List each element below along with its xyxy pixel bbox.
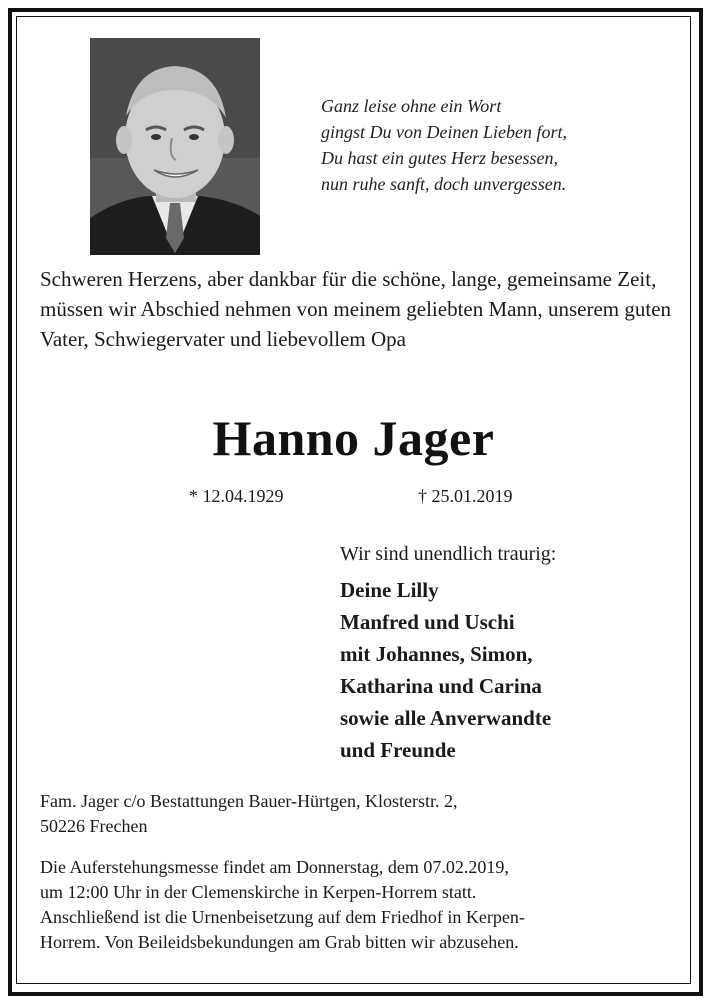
birth-date: * 12.04.1929 xyxy=(189,486,284,506)
contact-address xyxy=(40,789,458,839)
memorial-poem xyxy=(321,93,567,197)
service-line: Anschließend ist die Urnenbeisetzung auf dem Friedhof in Kerpen- xyxy=(40,907,525,927)
poem-line: Ganz leise ohne ein Wort xyxy=(321,96,502,116)
service-line: Horrem. Von Beileidsbekundungen am Grab bitten wir abzusehen. xyxy=(40,932,519,952)
service-line: um 12:00 Uhr in der Clemenskirche in Kerpen-Horrem statt. xyxy=(40,882,477,902)
service-info xyxy=(40,855,525,955)
mourner-line: sowie alle Anverwandte xyxy=(340,706,552,730)
address-line: 50226 Frechen xyxy=(40,816,148,836)
mourner-line: Katharina und Carina xyxy=(340,674,542,698)
mourner-line: und Freunde xyxy=(340,738,456,762)
death-date: † 25.01.2019 xyxy=(418,486,513,506)
mourners-intro: Wir sind unendlich traurig: xyxy=(340,543,557,565)
service-line: Die Auferstehungsmesse findet am Donnerstag, dem 07.02.2019, xyxy=(40,857,509,877)
intro-paragraph: Schweren Herzens, aber dankbar für die schöne, lange, gemeinsame Zeit, müssen wir Abschied nehmen von meinem geliebten Mann, unserem guten Vater, Schwiegervater und liebevollem Opa xyxy=(40,267,672,351)
portrait-photo xyxy=(90,38,260,255)
poem-line: gingst Du von Deinen Lieben fort, xyxy=(321,122,567,142)
mourner-line: mit Johannes, Simon, xyxy=(340,642,533,666)
poem-line: nun ruhe sanft, doch unvergessen. xyxy=(321,174,567,194)
deceased-name: Hanno Jager xyxy=(212,410,495,466)
poem-line: Du hast ein gutes Herz besessen, xyxy=(321,148,558,168)
mourner-line: Deine Lilly xyxy=(340,578,439,602)
address-line: Fam. Jager c/o Bestattungen Bauer-Hürtgen, Klosterstr. 2, xyxy=(40,791,458,811)
mourner-line: Manfred und Uschi xyxy=(340,610,515,634)
mourners-list xyxy=(340,574,551,766)
